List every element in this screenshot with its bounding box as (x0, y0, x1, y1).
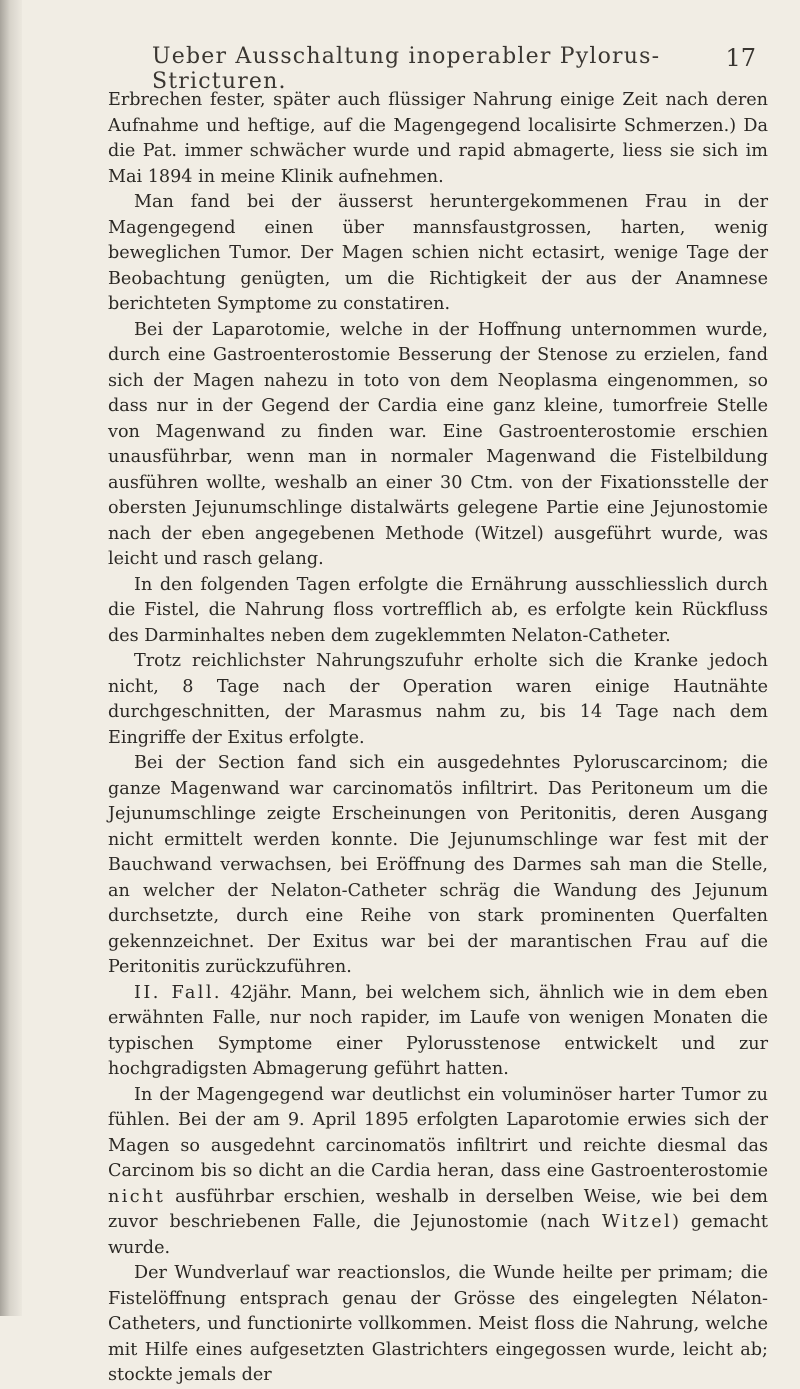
paragraph-feeding: In den folgenden Tagen erfolgte die Ernährung ausschliesslich durch die Fistel, die Nahrung floss vortrefflich ab, es erfolgte kein Rückfluss des Darminhaltes neben dem zugeklemmten Nelaton-Catheter. (108, 574, 768, 646)
paragraph-exitus: Trotz reichlichster Nahrungszufuhr erholte sich die Kranke jedoch nicht, 8 Tage nach der Operation waren einige Hautnähte durchgeschnitten, der Marasmus nahm zu, bis 14 Tage nach dem Eingriffe der Exitus erfolgte. (108, 651, 768, 748)
body-text (108, 88, 768, 1389)
laparotomy-text-end: ) gemacht wurde. (108, 1212, 769, 1258)
paragraph-findings: Man fand bei der äusserst heruntergekommenen Frau in der Magengegend einen über mannsfaustgrossen, harten, wenig beweglichen Tumor. Der Magen schien nicht ectasirt, wenige Tage der Beobachtung genügten, um die Richtigkeit der aus der Anamnese berichteten Symptome zu constatiren. (108, 192, 768, 314)
laparotomy-text-after: ausführbar erschien, weshalb in derselben Weise, wie bei dem zuvor beschriebenen Falle, die Jejunostomie (nach (108, 1186, 768, 1232)
paragraph-case2 (108, 981, 768, 1083)
author-name: Witzel (601, 1212, 673, 1232)
laparotomy-text-before: In der Magengegend war deutlichst ein voluminöser harter Tumor zu fühlen. Bei der am 9. April 1895 erfolgten Laparotomie erwies sich der Magen so ausgedehnt carcinomatös infiltrirt und reichte diesmal das Carcinom bis so dicht an die Cardia heran, dass eine Gastroenterostomie (108, 1084, 768, 1181)
paragraph-wound-course: Der Wundverlauf war reactionslos, die Wunde heilte per primam; die Fistelöffnung entsprach genau der Grösse des eingelegten Nélaton-Catheters, und functionirte vollkommen. Meist floss die Nahrung, welche mit Hilfe eines aufgesetzten Glastrichters eingegossen wurde, leicht ab; stockte jemals der (108, 1263, 768, 1385)
page-number: 17 (725, 44, 756, 72)
page-binding-edge (0, 0, 22, 1316)
running-title: Ueber Ausschaltung inoperabler Pylorus-Stricturen. (152, 44, 661, 94)
case2-text: 42jähr. Mann, bei welchem sich, ähnlich wie in dem eben erwähnten Falle, nur noch rapider, im Laufe von wenigen Monaten die typischen Symptome einer Pylorusstenose entwickelt und zur hochgradigsten Abmagerung geführt hatten. (108, 982, 768, 1079)
paragraph-laparotomy-case1: Bei der Laparotomie, welche in der Hoffnung unternommen wurde, durch eine Gastroenterostomie Besserung der Stenose zu erzielen, fand sich der Magen nahezu in toto von dem Neoplasma eingenommen, so dass nur in der Gegend der Cardia eine ganz kleine, tumorfreie Stelle von Magenwand zu finden war. Eine Gastroenterostomie erschien unausführbar, wenn man in normaler Magenwand die Fistelbildung ausführen wollte, weshalb an einer 30 Ctm. von der Fixationsstelle der obersten Jejunumschlinge distalwärts gelegene Partie eine Jejunostomie nach der eben angegebenen Methode (Witzel) ausgeführt wurde, was leicht und rasch gelang. (108, 319, 768, 569)
case-label: II. Fall. (134, 982, 222, 1003)
paragraph-section: Bei der Section fand sich ein ausgedehntes Pyloruscarcinom; die ganze Magenwand war carcinomatös infiltrirt. Das Peritoneum um die Jejunumschlinge zeigte Erscheinungen von Peritonitis, deren Ausgang nicht ermittelt werden konnte. Die Jejunumschlinge war fest mit der Bauchwand verwachsen, bei Eröffnung des Darmes sah man die Stelle, an welcher der Nelaton-Catheter schräg die Wandung des Jejunum durchsetzte, durch eine Reihe von stark prominenten Querfalten gekennzeichnet. Der Exitus war bei der marantischen Frau auf die Peritonitis zurückzuführen. (108, 753, 768, 977)
emphasis-nicht: nicht (108, 1186, 166, 1207)
page-header (152, 44, 756, 94)
paragraph-laparotomy-case2 (108, 1083, 768, 1262)
paragraph-symptoms: Erbrechen fester, später auch flüssiger Nahrung einige Zeit nach deren Aufnahme und heftige, auf die Magengegend localisirte Schmerzen.) Da die Pat. immer schwächer wurde und rapid abmagerte, liess sie sich im Mai 1894 in meine Klinik aufnehmen. (108, 90, 768, 187)
